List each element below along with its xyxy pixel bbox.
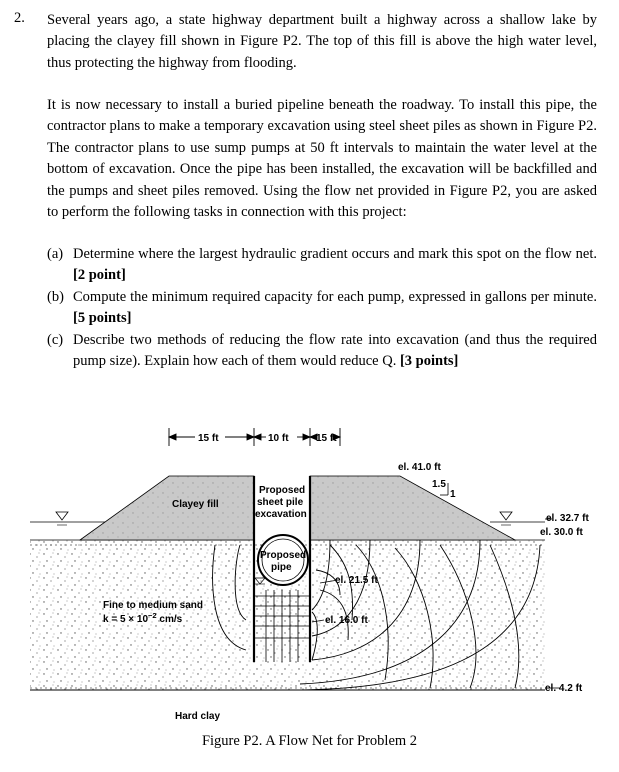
clayey-fill-right	[310, 476, 515, 540]
dim-15ft-right: 15 ft	[316, 433, 337, 444]
task-c-text: Describe two methods of reducing the flow rate into excavation (and thus the required pump size). Explain how each of them would reduce Q.	[73, 332, 597, 370]
excavation-label-1: Proposed	[259, 485, 306, 496]
soil-label: Fine to medium sand	[103, 600, 204, 611]
clayey-fill-label: Clayey fill	[172, 499, 219, 510]
problem-paragraph-1: Several years ago, a state highway department built a highway across a shallow lake by placing the clayey fill shown in Figure P2. The top of this fill is above the high water level, thus protecting the highway from flooding.	[47, 12, 597, 71]
slope-horizontal: 1	[450, 489, 456, 500]
task-b	[47, 287, 597, 330]
flow-net-figure	[0, 380, 619, 772]
dimension-lines	[169, 428, 340, 446]
task-b-text: Compute the minimum required capacity for each pump, expressed in gallons per minute.	[73, 289, 597, 305]
water-symbol-right-icon	[500, 512, 512, 520]
figure-caption: Figure P2. A Flow Net for Problem 2	[201, 733, 418, 749]
task-c-label: (c)	[47, 332, 64, 348]
excavation-label-2: sheet pile	[257, 497, 304, 508]
task-c	[47, 330, 597, 373]
elevation-water: el. 32.7 ft	[546, 513, 589, 524]
task-a-label: (a)	[47, 246, 64, 262]
elevation-mid: el. 21.5 ft	[335, 575, 378, 586]
excavation-label-3: excavation	[255, 509, 307, 520]
water-symbol-left-icon	[56, 512, 68, 520]
clayey-fill-left	[80, 476, 254, 540]
elevation-top: el. 41.0 ft	[398, 462, 441, 473]
task-c-points: [3 points]	[399, 353, 459, 370]
dim-10ft: 10 ft	[268, 433, 289, 444]
task-a-points: [2 point]	[73, 267, 126, 284]
pipe-label-1: Proposed	[260, 550, 307, 561]
pipe-label-2: pipe	[271, 562, 292, 573]
problem-number: 2.	[14, 10, 25, 26]
hard-clay-label: Hard clay	[175, 711, 221, 722]
task-a	[47, 244, 597, 287]
task-a-text: Determine where the largest hydraulic gradient occurs and mark this spot on the flow net.	[73, 246, 597, 262]
task-b-points: [5 points]	[73, 310, 132, 327]
dim-15ft-left: 15 ft	[198, 433, 219, 444]
problem-paragraph-2: It is now necessary to install a buried pipeline beneath the roadway. To install this pipe, the contractor plans to make a temporary excavation using steel sheet piles as shown in Figure P2. The contractor plans to use sump pumps at 50 ft intervals to maintain the water level at the bottom of excavation. Once the pipe has been installed, the excavation will be backfilled and the pumps and sheet piles removed. Using the flow net provided in Figure P2, you are asked to perform the following tasks in connection with this project:	[47, 97, 597, 221]
elevation-pile-tip: el. 16.0 ft	[325, 615, 368, 626]
slope-vertical: 1.5	[432, 479, 446, 490]
task-b-label: (b)	[47, 289, 64, 305]
elevation-bottom: el. 4.2 ft	[545, 683, 583, 694]
soil-permeability: $k = 5 \times 10^{-2}$ cm/s	[103, 611, 183, 625]
elevation-ground: el. 30.0 ft	[540, 527, 583, 538]
